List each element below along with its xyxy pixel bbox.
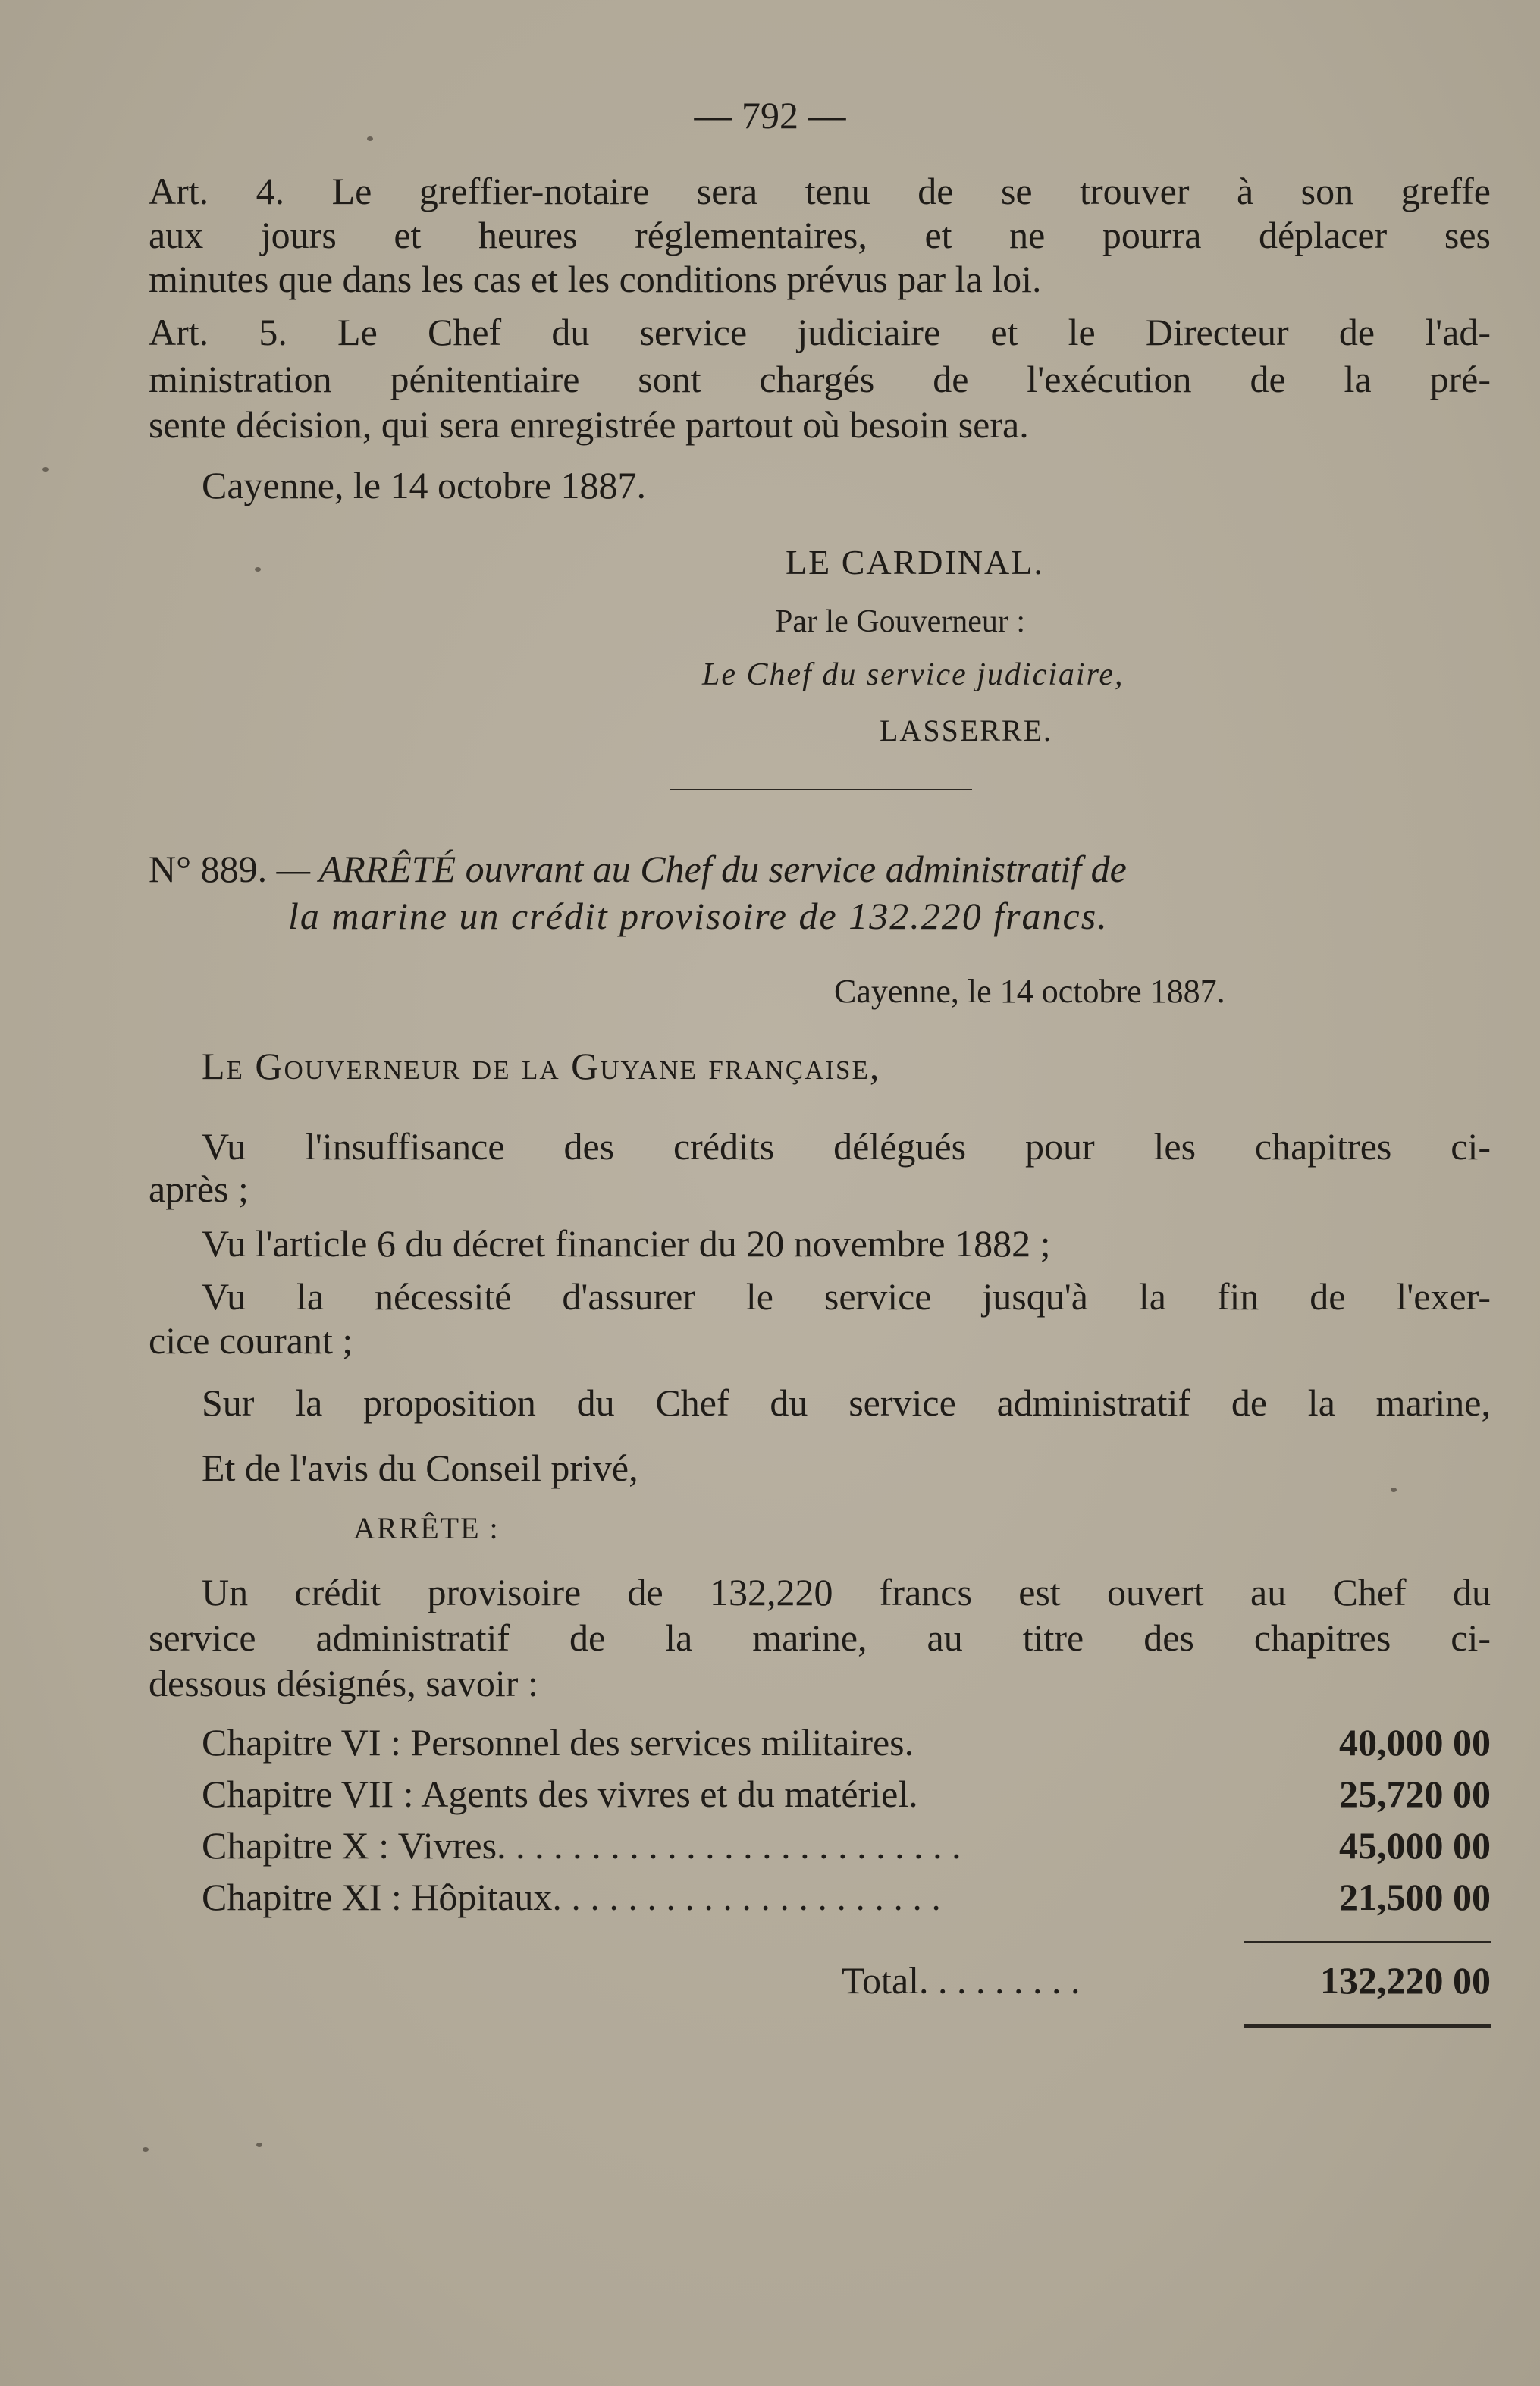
article-4-line-3: minutes que dans les cas et les conditions prévus par la loi. — [149, 258, 1042, 300]
budget-row-label: Chapitre XI : Hôpitaux. . . . . . . . . . . . . . . . . . . . . — [202, 1876, 941, 1918]
article-4-line-1: Art. 4. Le greffier-notaire sera tenu de se trouver à son greffe — [149, 170, 1491, 212]
visa-3-line-2: cice courant ; — [149, 1319, 353, 1362]
budget-row-label: Chapitre VII : Agents des vivres et du matériel. — [202, 1773, 918, 1815]
signature-role: Le Chef du service judiciaire, — [702, 657, 1124, 692]
page-number: — 792 — — [694, 94, 846, 136]
arrete-title-line-2: la marine un crédit provisoire de 132.220 francs. — [288, 895, 1109, 937]
article-5-line-2: ministration pénitentiaire sont chargés de l'exécution de la pré- — [149, 358, 1491, 400]
total-double-rule — [1244, 2024, 1491, 2028]
governor-signature: LE CARDINAL. — [786, 543, 1044, 582]
body-line-1: Un crédit provisoire de 132,220 francs est ouvert au Chef du — [202, 1571, 1491, 1613]
avis: Et de l'avis du Conseil privé, — [202, 1447, 638, 1489]
paper-speck — [42, 467, 49, 472]
body-line-2: service administratif de la marine, au titre des chapitres ci- — [149, 1616, 1491, 1659]
governor-heading: Le Gouverneur de la Guyane française, — [202, 1045, 881, 1087]
article-4-line-2: aux jours et heures réglementaires, et ne pourra déplacer ses — [149, 214, 1491, 256]
subtotal-rule — [1244, 1941, 1491, 1943]
visa-1-line-2: après ; — [149, 1168, 249, 1210]
budget-row-amount: 45,000 00 — [1339, 1824, 1491, 1867]
body-line-3: dessous désignés, savoir : — [149, 1662, 538, 1704]
paper-speck — [143, 2147, 149, 2152]
arrete-keyword: ARRÊTE : — [353, 1511, 500, 1545]
paper-speck — [256, 2143, 262, 2147]
signature-par: Par le Gouverneur : — [775, 604, 1026, 639]
arrete-number: N° 889. — [149, 848, 268, 890]
proposition: Sur la proposition du Chef du service administratif de la marine, — [202, 1381, 1491, 1424]
article-5-line-3: sente décision, qui sera enregistrée partout où besoin sera. — [149, 403, 1029, 446]
budget-row-amount: 40,000 00 — [1339, 1721, 1491, 1764]
place-date: Cayenne, le 14 octobre 1887. — [202, 464, 646, 506]
arrete-date: Cayenne, le 14 octobre 1887. — [834, 973, 1225, 1010]
section-divider — [670, 789, 972, 790]
total-amount: 132,220 00 — [1320, 1959, 1491, 2002]
total-label: Total. . . . . . . . . — [842, 1959, 1081, 2002]
visa-3-line-1: Vu la nécessité d'assurer le service jusqu'à la fin de l'exer- — [202, 1275, 1491, 1318]
visa-1-line-1: Vu l'insuffisance des crédits délégués pour les chapitres ci- — [202, 1125, 1491, 1168]
paper-speck — [367, 136, 373, 141]
paper-speck — [1391, 1488, 1397, 1492]
paper-speck — [255, 567, 261, 572]
arrete-title-line-1 — [149, 846, 1491, 892]
budget-row-amount: 25,720 00 — [1339, 1773, 1491, 1815]
arrete-title: — ARRÊTÉ ouvrant au Chef du service administratif de — [276, 848, 1127, 890]
visa-2: Vu l'article 6 du décret financier du 20 novembre 1882 ; — [202, 1222, 1051, 1265]
budget-row-label: Chapitre X : Vivres. . . . . . . . . . . . . . . . . . . . . . . . . — [202, 1824, 961, 1867]
signer-name: LASSERRE. — [880, 713, 1053, 748]
budget-row-amount: 21,500 00 — [1339, 1876, 1491, 1918]
budget-row-label: Chapitre VI : Personnel des services militaires. — [202, 1721, 914, 1764]
article-5-line-1: Art. 5. Le Chef du service judiciaire et le Directeur de l'ad- — [149, 311, 1491, 353]
